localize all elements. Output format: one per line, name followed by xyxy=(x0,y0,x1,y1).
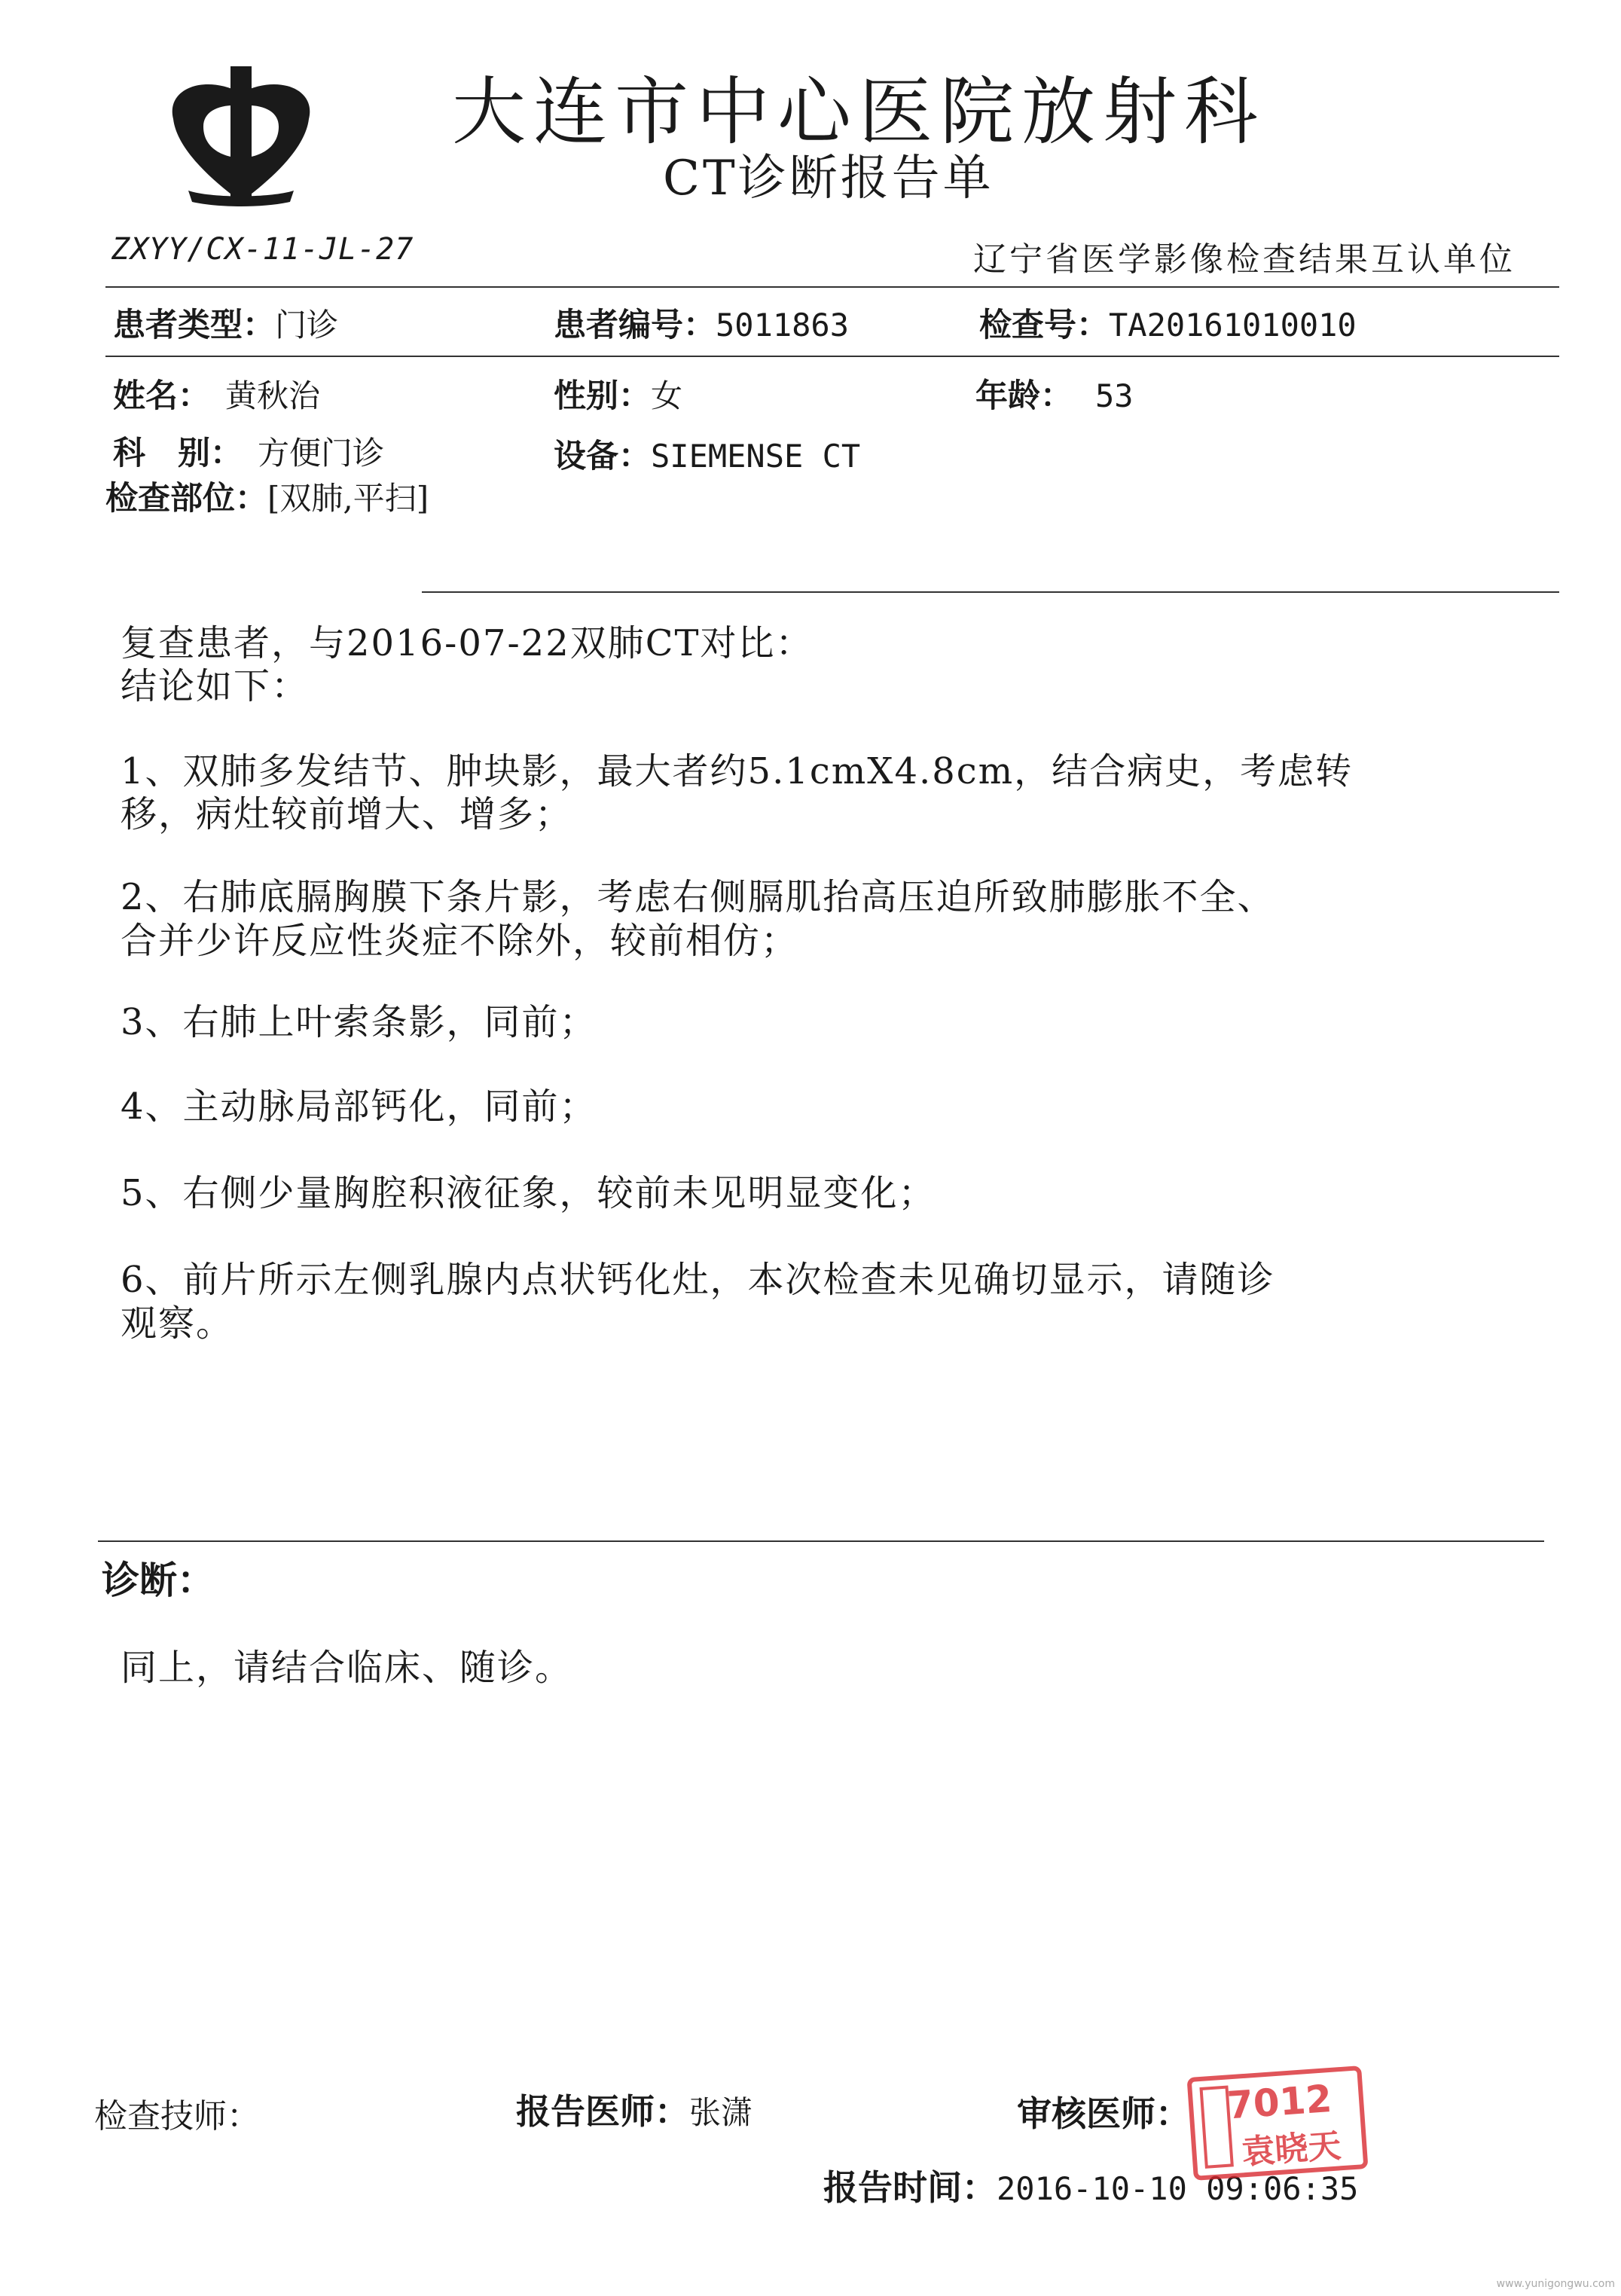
reviewer-seal xyxy=(1187,2065,1369,2181)
hospital-logo-icon xyxy=(158,59,324,209)
header-divider xyxy=(105,286,1559,288)
patient-sex xyxy=(554,371,682,417)
finding-1-line-1: 1、双肺多发结节、肿块影，最大者约5.1cmX4.8cm，结合病史，考虑转 xyxy=(121,750,1354,792)
report-time-label: 报告时间： xyxy=(823,2167,997,2208)
finding-2-line-1: 2、右肺底膈胸膜下条片影，考虑右侧膈肌抬高压迫所致肺膨胀不全、 xyxy=(121,876,1275,918)
patient-type-label: 患者类型： xyxy=(113,307,275,344)
hospital-name: 大连市中心医院放射科 xyxy=(452,69,1266,155)
report-time-value: 2016-10-10 09:06:35 xyxy=(997,2170,1359,2207)
mutual-recognition-notice: 辽宁省医学影像检查结果互认单位 xyxy=(973,240,1516,279)
patient-id-value: 5011863 xyxy=(716,307,850,343)
diagnosis-text: 同上，请结合临床、随诊。 xyxy=(121,1647,573,1689)
department-value: 方便门诊 xyxy=(258,435,385,472)
patient-name-label: 姓名： xyxy=(113,377,210,415)
conclusion-intro: 结论如下： xyxy=(121,665,310,707)
technician-label: 检查技师： xyxy=(94,2097,260,2136)
exam-part xyxy=(105,473,429,519)
seal-number: 7012 xyxy=(1226,2076,1334,2128)
device xyxy=(554,431,860,477)
department-label: 科 别： xyxy=(113,435,243,472)
diagnosis-divider xyxy=(98,1540,1544,1542)
finding-4: 4、主动脉局部钙化，同前； xyxy=(121,1085,597,1128)
patient-age xyxy=(975,371,1134,417)
patient-type-value: 门诊 xyxy=(275,307,339,343)
patient-sex-label: 性别： xyxy=(554,377,651,415)
reporter xyxy=(516,2084,752,2134)
patient-type xyxy=(113,300,338,346)
patient-name xyxy=(113,371,320,417)
info-divider xyxy=(105,356,1559,357)
patient-sex-value: 女 xyxy=(651,377,683,414)
seal-name: 袁晓天 xyxy=(1240,2127,1343,2172)
department xyxy=(113,428,384,474)
diagnosis-label: 诊断： xyxy=(102,1558,215,1602)
exam-part-value: [双肺,平扫] xyxy=(267,480,429,517)
exam-number xyxy=(979,300,1357,346)
form-code: ZXYY/CX-11-JL-27 xyxy=(111,232,414,267)
patient-name-value: 黄秋治 xyxy=(225,377,321,414)
watermark-url: www.yunigongwu.com xyxy=(1496,2278,1615,2290)
exam-number-label: 检查号： xyxy=(979,307,1109,344)
report-title: CT诊断报告单 xyxy=(663,151,994,206)
device-value: SIEMENSE CT xyxy=(651,438,861,475)
reporter-value: 张潇 xyxy=(689,2094,753,2131)
finding-3: 3、右肺上叶索条影，同前； xyxy=(121,1001,597,1043)
reviewer-label: 审核医师： xyxy=(1017,2093,1190,2134)
finding-2-line-2: 合并少许反应性炎症不除外，较前相仿； xyxy=(121,920,799,962)
patient-age-value: 53 xyxy=(1095,377,1134,414)
finding-6-line-2: 观察。 xyxy=(121,1302,234,1345)
exam-number-value: TA20161010010 xyxy=(1109,307,1357,343)
finding-5: 5、右侧少量胸腔积液征象，较前未见明显变化； xyxy=(121,1172,936,1214)
finding-1-line-2: 移，病灶较前增大、增多； xyxy=(121,793,573,835)
reporter-label: 报告医师： xyxy=(516,2091,689,2132)
device-label: 设备： xyxy=(554,438,651,475)
findings-divider xyxy=(422,591,1559,593)
findings-intro: 复查患者，与2016-07-22双肺CT对比： xyxy=(121,622,814,664)
patient-id xyxy=(554,300,849,346)
exam-part-label: 检查部位： xyxy=(105,480,267,518)
patient-id-label: 患者编号： xyxy=(554,307,716,344)
patient-age-label: 年龄： xyxy=(975,377,1073,415)
finding-6-line-1: 6、前片所示左侧乳腺内点状钙化灶，本次检查未见确切显示，请随诊 xyxy=(121,1259,1275,1301)
